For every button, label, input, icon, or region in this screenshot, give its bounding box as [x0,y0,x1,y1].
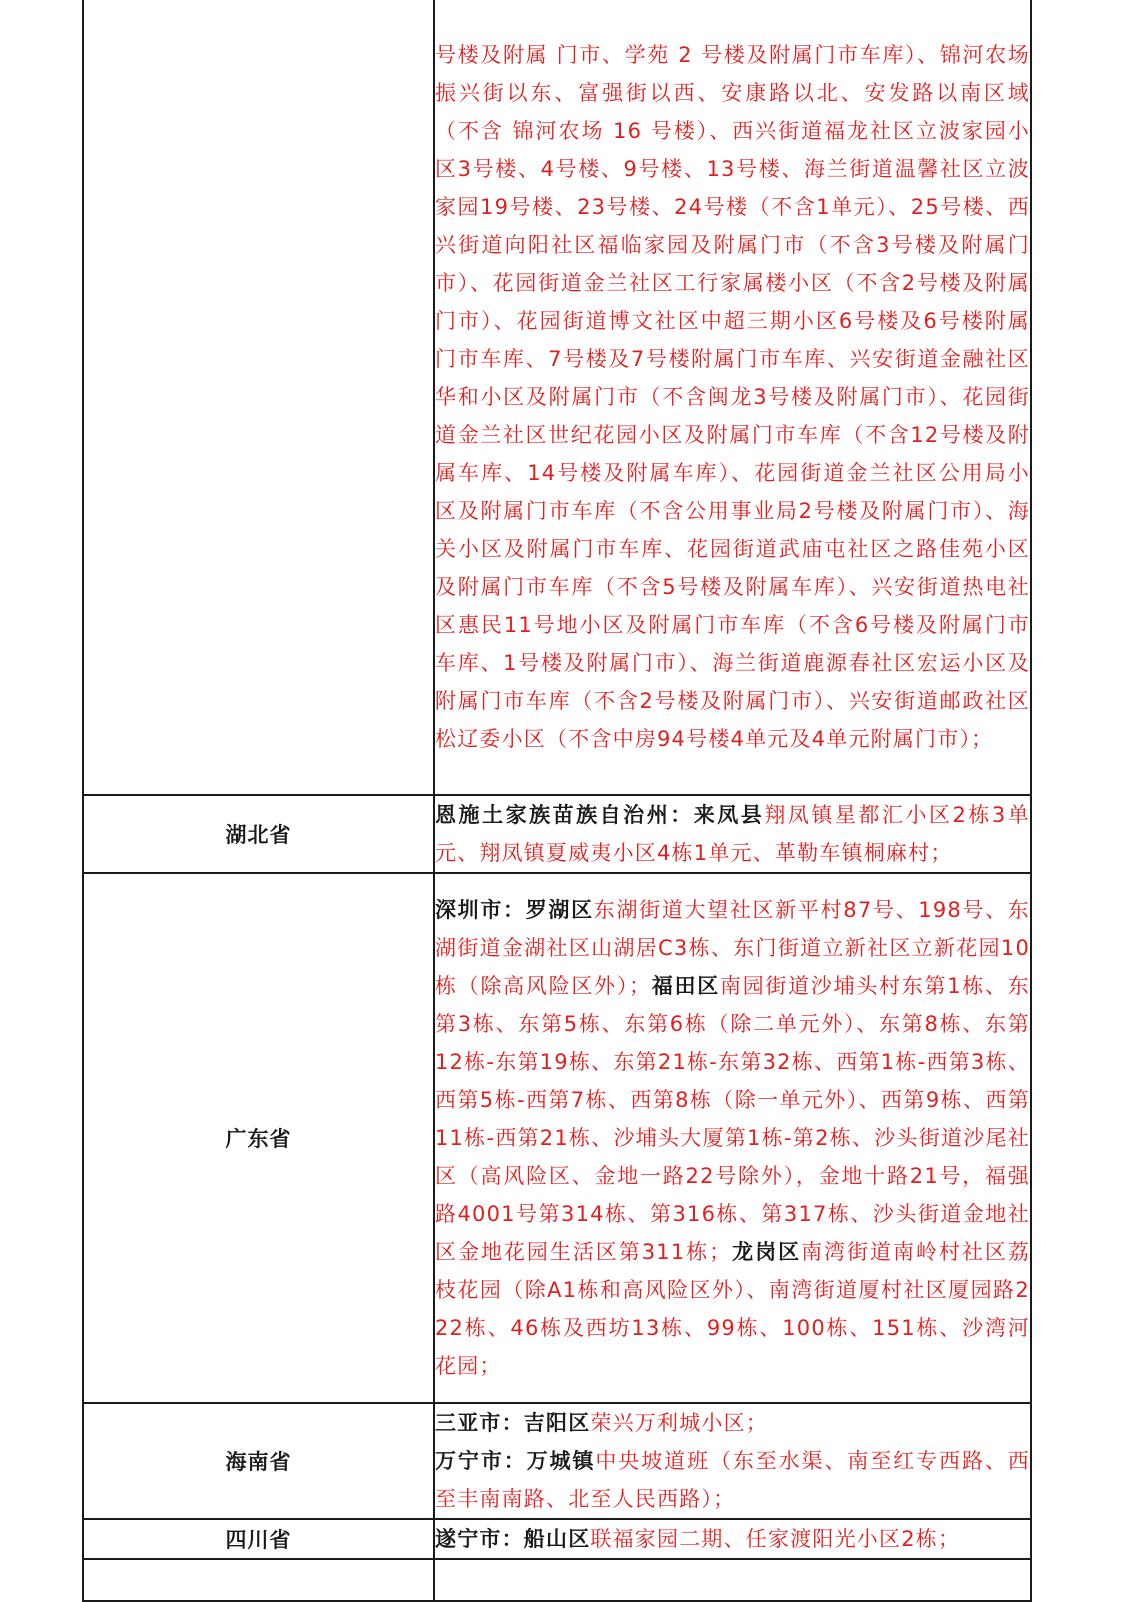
area-paragraph [435,796,1030,872]
region-label: 福田区 [651,974,720,998]
province-name: 广东省 [225,1127,292,1151]
area-text [435,1520,1030,1558]
table-row [83,795,1031,873]
area-cell [434,0,1031,795]
table-row [83,0,1031,795]
area-paragraph [435,1520,1030,1558]
area-cell [434,1519,1031,1559]
risk-area-table [82,0,1032,1602]
area-cell [434,795,1031,873]
area-paragraph [435,1442,1030,1518]
region-label: 龙岗区 [731,1240,802,1264]
area-text [435,1404,1030,1518]
area-locations: 荣兴万利城小区； [590,1411,769,1435]
area-cell [434,1559,1031,1601]
area-locations: 南湾街道南岭村社区荔枝花园（除A1栋和高风险区外）、南湾街道厦村社区厦园路222栋、46栋及西坊13栋、99栋、100栋、151栋、沙湾河花园； [435,1240,1030,1378]
province-cell [83,1519,434,1559]
area-text [435,891,1030,1385]
region-label: 遂宁市：船山区 [435,1527,591,1551]
province-cell [83,1559,434,1601]
region-label: 深圳市：罗湖区 [435,898,594,922]
table-row [83,1559,1031,1601]
region-label: 三亚市：吉阳区 [435,1411,591,1435]
province-name: 海南省 [225,1450,292,1474]
area-paragraph [435,1404,1030,1442]
area-text [435,796,1030,872]
area-locations: 中央坡道班（东至水渠、南至红专西路、西至丰南南路、北至人民西路）； [435,1449,1030,1511]
area-paragraph [435,36,1030,758]
area-text [435,36,1030,758]
area-locations: 东湖街道大望社区新平村87号、198号、东湖街道金湖社区山湖居C3栋、东门街道立新社区立新花园10栋（除高风险区外）； [435,898,1030,998]
table-row [83,1519,1031,1559]
area-cell [434,873,1031,1403]
province-cell [83,0,434,795]
region-label: 万宁市：万城镇 [435,1449,596,1473]
area-locations: 号楼及附属 门市、学苑 2 号楼及附属门市车库）、锦河农场振兴街以东、富强街以西、安康路以北、安发路以南区域（不含 锦河农场 16 号楼）、西兴街道福龙社区立波家园小区3号楼、4号楼、9号楼、13号楼、海兰街道温馨社区立波家园19号楼、23号楼、24号楼（不含1单元）、25号楼、西兴街道向阳社区福临家园及附属门市（不含3号楼及附属门市）、花园街道金兰社区工行家属楼小区（不含2号楼及附属门市）、花园街道博文社区中超三期小区6号楼及6号楼附属门市车库、7号楼及7号楼附属门市车库、兴安街道金融社区华和小区及附属门市（不含闽龙3号楼及附属门市）、花园街道金兰社区世纪花园小区及附属门市车库（不含12号楼及附属车库、14号楼及附属车库）、花园街道金兰社区公用局小区及附属门市车库（不含公用事业局2号楼及附属门市）、海关小区及附属门市车库、花园街道武庙屯社区之路佳苑小区及附属门市车库（不含5号楼及附属车库）、兴安街道热电社区惠民11号地小区及附属门市车库（不含6号楼及附属门市车库、1号楼及附属门市）、海兰街道鹿源春社区宏运小区及附属门市车库（不含2号楼及附属门市）、兴安街道邮政社区松辽委小区（不含中房94号楼4单元及4单元附属门市）； [435,43,1030,751]
province-cell [83,1403,434,1519]
province-name: 四川省 [225,1528,292,1552]
province-cell [83,873,434,1403]
table-row [83,873,1031,1403]
area-paragraph [435,891,1030,1385]
area-cell [434,1403,1031,1519]
area-locations: 南园街道沙埔头村东第1栋、东第3栋、东第5栋、东第6栋（除二单元外）、东第8栋、东第12栋-东第19栋、东第21栋-东第32栋、西第1栋-西第3栋、西第5栋-西第7栋、西第8栋（除一单元外）、西第9栋、西第11栋-西第21栋、沙埔头大厦第1栋-第2栋、沙头街道沙尾社区（高风险区、金地一路22号除外），金地十路21号，福强路4001号第314栋、第316栋、第317栋、沙头街道金地社区金地花园生活区第311栋； [435,974,1030,1264]
area-locations: 翔凤镇星都汇小区2栋3单元、翔凤镇夏威夷小区4栋1单元、革勒车镇桐麻村； [435,803,1030,865]
table-row [83,1403,1031,1519]
region-label: 恩施土家族苗族自治州：来凤县 [435,803,765,827]
province-name: 湖北省 [225,823,292,847]
province-cell [83,795,434,873]
area-locations: 联福家园二期、任家渡阳光小区2栋； [590,1527,961,1551]
